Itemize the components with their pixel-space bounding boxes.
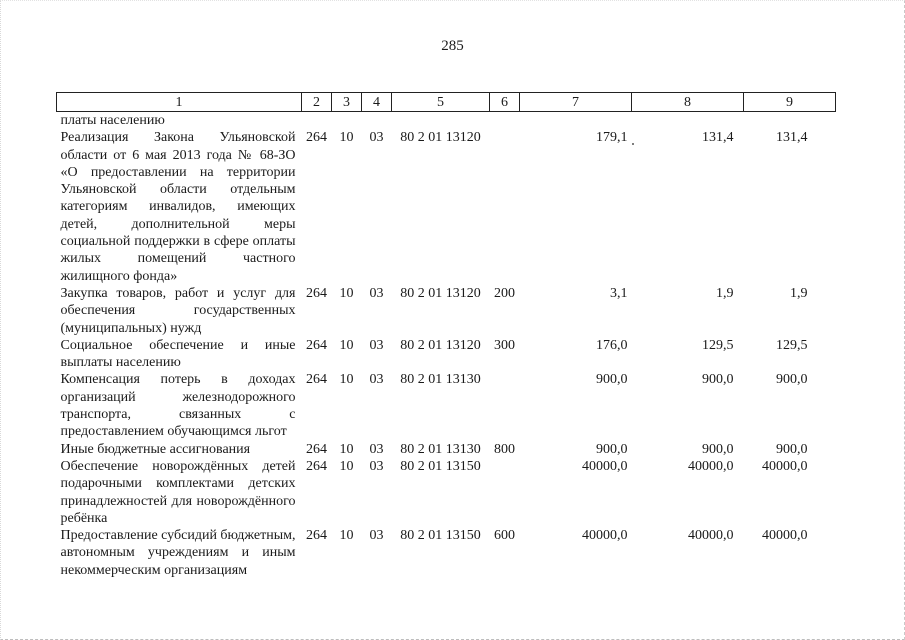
row-description: Иные бюджетные ассигнования (60, 441, 251, 457)
row-ministry-code: 264 (306, 458, 327, 474)
row-amount-col9: 40000,0 (762, 528, 808, 544)
table-row (57, 112, 836, 130)
row-amount-col9 (744, 112, 836, 130)
row-section-code: 10 (339, 337, 354, 353)
row-ministry-code: 264 (306, 441, 327, 457)
row-amount-col7 (520, 112, 632, 130)
table-row (57, 129, 836, 285)
row-subsection-code (362, 112, 392, 130)
table-row (57, 441, 836, 458)
row-amount-col8: 900,0 (702, 441, 734, 457)
row-target-article: 80 2 01 13120 (400, 337, 481, 353)
row-expense-type (490, 112, 520, 130)
row-subsection-code: 03 (369, 337, 384, 353)
row-ministry-code: 264 (306, 372, 327, 388)
row-expense-type (490, 371, 520, 440)
row-target-article (392, 112, 490, 130)
header-col-2: 2 (302, 93, 332, 112)
row-amount-col9: 1,9 (790, 285, 808, 301)
row-subsection-code: 03 (369, 130, 384, 146)
row-amount-col7: 40000,0 (582, 458, 628, 474)
row-target-article: 80 2 01 13150 (400, 528, 481, 544)
row-ministry-code: 264 (306, 337, 327, 353)
row-amount-col9: 131,4 (776, 130, 808, 146)
row-subsection-code: 03 (369, 458, 384, 474)
row-section-code: 10 (339, 130, 354, 146)
table-row (57, 337, 836, 372)
table-body (57, 112, 836, 580)
header-col-5: 5 (392, 93, 490, 112)
table-header (57, 93, 836, 112)
row-amount-col8 (632, 112, 744, 130)
header-col-8: 8 (632, 93, 744, 112)
row-amount-col8: 1,9 (716, 285, 734, 301)
row-amount-col8: 129,5 (702, 337, 734, 353)
row-description: Предоставление субсидий бюджетным, автономным учреждениям и иным некоммерческим организациям (60, 528, 296, 578)
header-col-9: 9 (744, 93, 836, 112)
row-section-code: 10 (339, 528, 354, 544)
row-amount-col7: 40000,0 (582, 528, 628, 544)
header-col-3: 3 (332, 93, 362, 112)
row-ministry-code (302, 112, 332, 130)
header-col-6: 6 (490, 93, 520, 112)
row-amount-col7: 179,1 (596, 130, 628, 146)
scan-speck (632, 143, 634, 145)
row-target-article: 80 2 01 13130 (400, 372, 481, 388)
row-ministry-code: 264 (306, 285, 327, 301)
row-target-article: 80 2 01 13150 (400, 458, 481, 474)
row-description: Реализация Закона Ульяновской области от 6 мая 2013 года № 68-ЗО «О предоставлении на территории Ульяновской области отдельным категориям инвалидов, имеющих детей, дополнительной меры социальной поддержки в сфере оплаты жилых помещений частного жилищного фонда» (60, 130, 296, 284)
row-description: платы населению (60, 113, 165, 128)
row-amount-col9: 900,0 (776, 441, 808, 457)
row-description: Социальное обеспечение и иные выплаты населению (60, 337, 296, 371)
row-subsection-code: 03 (369, 285, 384, 301)
row-amount-col9: 900,0 (776, 372, 808, 388)
row-amount-col8: 131,4 (702, 130, 734, 146)
row-amount-col8: 40000,0 (688, 458, 734, 474)
row-subsection-code: 03 (369, 372, 384, 388)
row-expense-type (490, 458, 520, 527)
row-section-code (332, 112, 362, 130)
row-expense-type: 300 (494, 337, 515, 353)
table-row (57, 458, 836, 527)
row-amount-col9: 40000,0 (762, 458, 808, 474)
header-col-4: 4 (362, 93, 392, 112)
table-row (57, 285, 836, 337)
budget-table (56, 92, 836, 579)
page-number: 285 (441, 38, 464, 54)
row-expense-type: 200 (494, 285, 515, 301)
row-section-code: 10 (339, 441, 354, 457)
row-subsection-code: 03 (369, 441, 384, 457)
row-expense-type: 800 (494, 441, 515, 457)
row-target-article: 80 2 01 13120 (400, 285, 481, 301)
row-amount-col8: 40000,0 (688, 528, 734, 544)
header-col-1: 1 (57, 93, 302, 112)
row-description: Закупка товаров, работ и услуг для обеспечения государственных (муниципальных) нужд (60, 285, 296, 336)
row-section-code: 10 (339, 458, 354, 474)
header-col-7: 7 (520, 93, 632, 112)
row-description: Обеспечение новорождённых детей подарочными комплектами детских принадлежностей для новорождённого ребёнка (60, 458, 296, 526)
row-amount-col7: 900,0 (596, 441, 628, 457)
header-row (57, 93, 836, 112)
row-amount-col7: 176,0 (596, 337, 628, 353)
row-expense-type: 600 (494, 528, 515, 544)
row-section-code: 10 (339, 372, 354, 388)
row-section-code: 10 (339, 285, 354, 301)
row-ministry-code: 264 (306, 528, 327, 544)
row-amount-col7: 900,0 (596, 372, 628, 388)
row-amount-col9: 129,5 (776, 337, 808, 353)
row-ministry-code: 264 (306, 130, 327, 146)
row-expense-type (490, 129, 520, 285)
row-subsection-code: 03 (369, 528, 384, 544)
row-amount-col7: 3,1 (610, 285, 628, 301)
row-target-article: 80 2 01 13120 (400, 130, 481, 146)
row-description: Компенсация потерь в доходах организаций железнодорожного транспорта, связанных с предоставлением обучающимся льгот (60, 372, 296, 440)
table-row (57, 527, 836, 579)
row-target-article: 80 2 01 13130 (400, 441, 481, 457)
row-amount-col8: 900,0 (702, 372, 734, 388)
table-row (57, 371, 836, 440)
